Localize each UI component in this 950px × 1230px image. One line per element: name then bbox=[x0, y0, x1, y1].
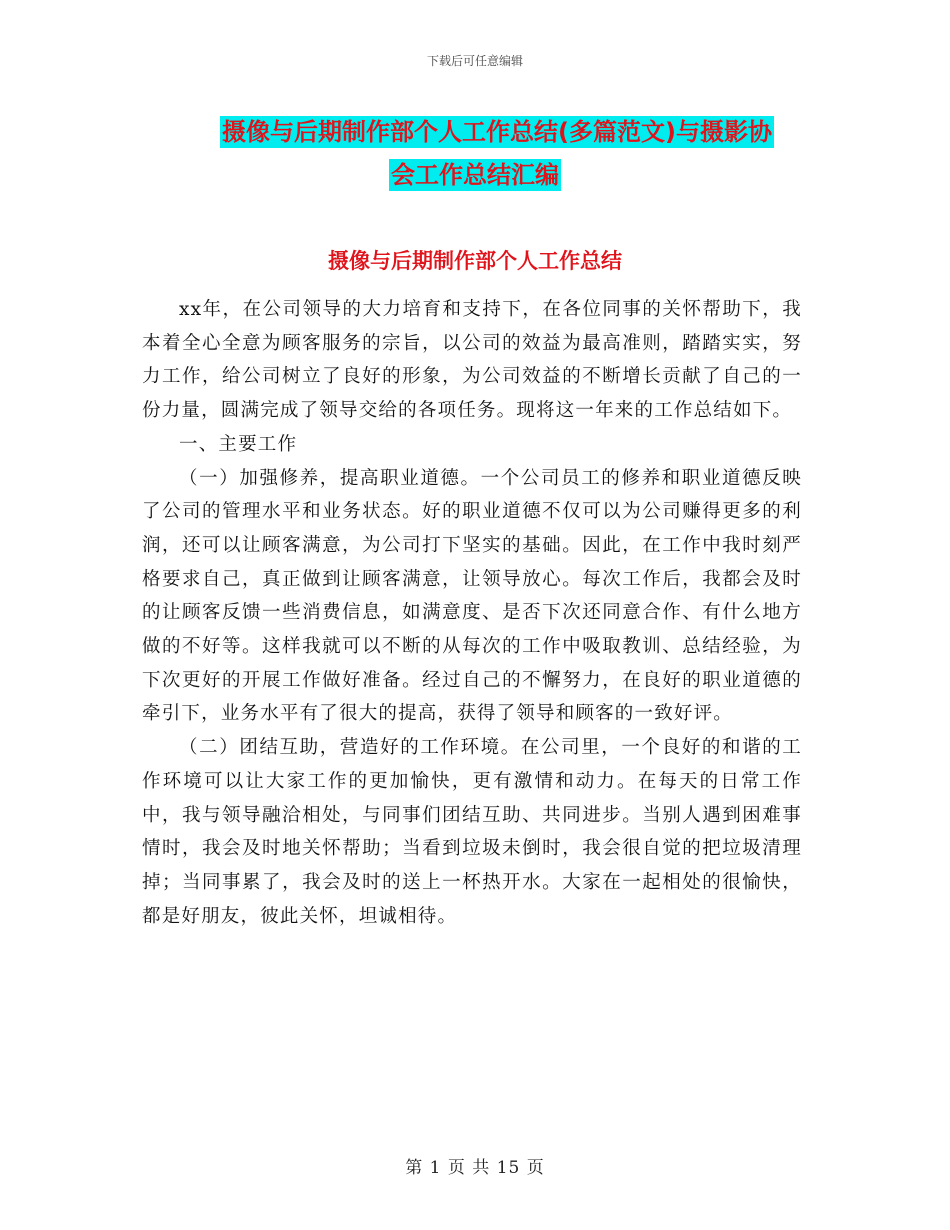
paragraph-section-1: （一）加强修养，提高职业道德。一个公司员工的修养和职业道德反映了公司的管理水平和业务状态。好的职业道德不仅可以为公司赚得更多的利润，还可以让顾客满意，为公司打下坚实的基础。因此，在工作中我时刻严格要求自己，真正做到让顾客满意，让领导放心。每次工作后，我都会及时的让顾客反馈一些消费信息，如满意度、是否下次还同意合作、有什么地方做的不好等。这样我就可以不断的从每次的工作中吸取教训、总结经验，为下次更好的开展工作做好准备。经过自己的不懈努力，在良好的职业道德的牵引下，业务水平有了很大的提高，获得了领导和顾客的一致好评。 bbox=[142, 467, 802, 725]
document-body bbox=[142, 293, 802, 933]
document-title-line-1 bbox=[22, 112, 950, 152]
paragraph-section-2: （二）团结互助，营造好的工作环境。在公司里，一个良好的和谐的工作环境可以让大家工作的更加愉快，更有激情和动力。在每天的日常工作中，我与领导融洽相处，与同事们团结互助、共同进步。当别人遇到困难事情时，我会及时地关怀帮助；当看到垃圾未倒时，我会很自觉的把垃圾清理掉；当同事累了，我会及时的送上一杯热开水。大家在一起相处的很愉快，都是好朋友，彼此关怀，坦诚相待。 bbox=[142, 737, 802, 927]
document-title-line-2 bbox=[0, 155, 950, 195]
header-note: 下载后可任意编辑 bbox=[426, 54, 523, 68]
paragraph-heading-main-work: 一、主要工作 bbox=[179, 433, 298, 455]
section-title: 摄像与后期制作部个人工作总结 bbox=[328, 249, 622, 273]
page-footer: 第 1 页 共 15 页 bbox=[405, 1158, 545, 1178]
document-title-text-2: 会工作总结汇编 bbox=[391, 161, 559, 189]
document-title-text-1: 摄像与后期制作部个人工作总结(多篇范文)与摄影协 bbox=[222, 118, 772, 146]
paragraph-intro: xx年，在公司领导的大力培育和支持下，在各位同事的关怀帮助下，我本着全心全意为顾客服务的宗旨，以公司的效益为最高准则，踏踏实实，努力工作，给公司树立了良好的形象，为公司效益的不断增长贡献了自己的一份力量，圆满完成了领导交给的各项任务。现将这一年来的工作总结如下。 bbox=[142, 299, 802, 422]
